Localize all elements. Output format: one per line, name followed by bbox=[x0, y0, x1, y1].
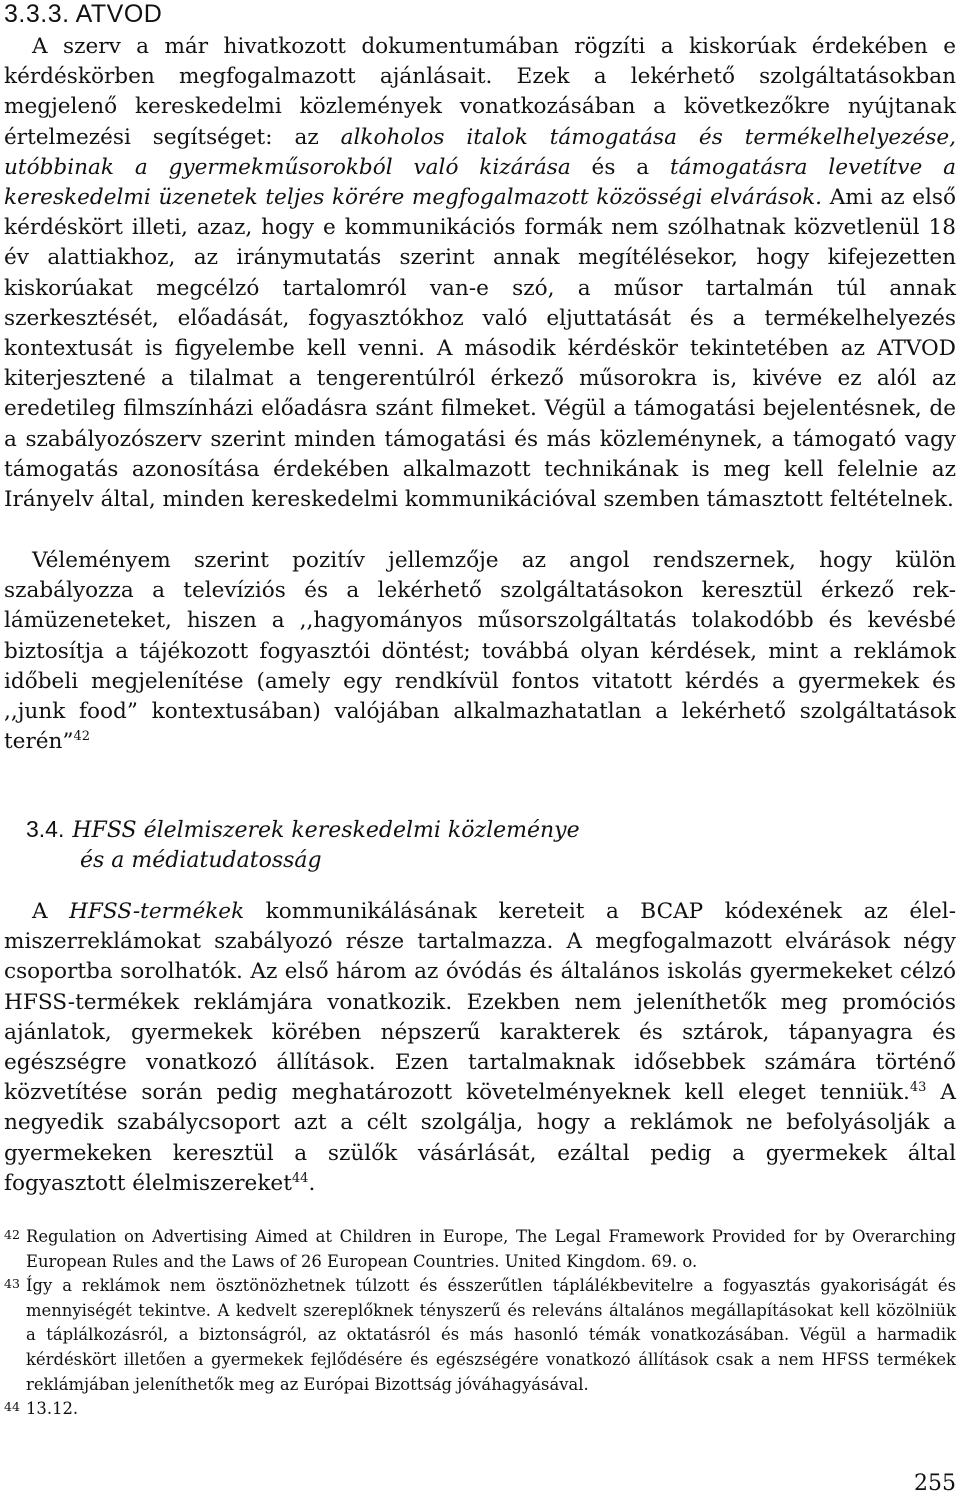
text-run: A bbox=[32, 899, 70, 924]
section-heading-3-3-3 bbox=[4, 0, 162, 28]
section-number: 3.4. bbox=[26, 816, 65, 842]
footnote-42 bbox=[4, 1225, 956, 1274]
italic-run: támogatásra levetítve a kereskedelmi üzenetek teljes körére megfogalmazott közösségi elvárások. bbox=[4, 154, 957, 211]
footnote-text: 13.12. bbox=[26, 1399, 79, 1419]
footnote-44 bbox=[4, 1397, 956, 1422]
footnote-ref-44[interactable]: 44 bbox=[291, 1170, 309, 1186]
paragraph-opinion bbox=[4, 546, 956, 757]
section-number: 3.3.3. bbox=[4, 0, 70, 28]
italic-run: HFSS-termékek bbox=[69, 899, 245, 924]
footnote-43 bbox=[4, 1274, 956, 1397]
footnote-text: Regulation on Advertising Aimed at Children in Europe, The Legal Framework Provided for by Overarching European Rules and the Laws of 26 European Countries. United Kingdom. 69. o. bbox=[26, 1227, 956, 1271]
text-run: Ami az első kérdéskört illeti, azaz, hogy e kommunikációs formák nem szólhatnak közvetlenül 18 év alattiakhoz, az iránymutatás szerint annak megítélésekor, hogy kifejezetten kiskorúakat megcélzó tartalomról van-e szó, a műsor tartalmán túl annak szerkesztését, előadását, fogyasztókhoz való eljuttatását és a termékelhelyezés kontextusát is figyelembe kell venni. A második kérdéskör tekintetében az ATVOD kiterjesztené a tilalmat a tengerentúlról érkező műsorokra is, kivéve ez alól az eredetileg filmszínházi előadásra szánt filmeket. Végül a támogatási bejelentésnek, de a szabályozószerv szerint minden támogatási és más közleménynek, a támogató vagy támogatás azonosítása érdekében alkalmazott technikának is meg kell felelnie az Irányelv által, minden kereskedelmi kommunikációval szemben támasztott feltételnek. bbox=[4, 185, 956, 513]
section-heading-3-4 bbox=[26, 814, 580, 876]
footnote-ref-42[interactable]: 42 bbox=[73, 729, 91, 745]
footnote-number: 44 bbox=[4, 1399, 20, 1415]
footnote-ref-43[interactable]: 43 bbox=[909, 1080, 927, 1096]
footnote-number: 43 bbox=[4, 1276, 20, 1292]
section-title-line2: és a médiatudatosság bbox=[80, 848, 322, 873]
italic-run: alkoholos italok támogatása és termékelhelyezése, utóbbinak a gyermekműsorokból való kizárása bbox=[4, 124, 956, 180]
footnotes bbox=[4, 1225, 956, 1422]
text-run: és a bbox=[570, 154, 670, 180]
text-run: . bbox=[308, 1170, 316, 1196]
page-number: 255 bbox=[914, 1471, 956, 1496]
paragraph-atvod bbox=[4, 32, 956, 515]
text-run: A szerv a már hivatkozott dokumentumában rögzíti a kiskorúak érdekében e kérdéskörben megfogalmazott ajánlásait. Ezek a lekérhető szolgáltatásokban megjelenő kereskedelmi közlemények vonatkozásában a következőkre nyújtanak értelmezési segítséget: az bbox=[4, 34, 956, 150]
footnote-text: Így a reklámok nem ösztönözhetnek túlzott és ésszerűtlen táplálékbevitelre a fogyasztás gyakoriságát és mennyiségét tekintve. A kedvelt szereplőknek tényszerű és releváns általános megállapításokat kell közölniük a táplálkozásról, a biztonságról, az oktatásról és más hasonló témák vonatkozásában. Végül a harmadik kérdéskört illetően a gyermekek fejlődésére és egészségére vonatkozó állítások csak a nem HFSS termékek reklámjában jeleníthetők meg az Európai Bizottság jóváhagyásával. bbox=[26, 1276, 956, 1394]
section-title-line1: HFSS élelmiszerek kereskedelmi közleménye bbox=[72, 818, 580, 843]
text-run: A negyedik szabálycsoport azt a célt szolgálja, hogy a reklámok ne befolyásolják a gyermekeken keresztül a szülők vásárlását, ezáltal pedig a gyermekek által fogyasztott élelmiszereket bbox=[4, 1080, 956, 1196]
paragraph-hfss bbox=[4, 897, 956, 1199]
footnote-number: 42 bbox=[4, 1227, 20, 1242]
text-run: Véleményem szerint pozitív jellemzője az angol rendszernek, hogy külön szabályozza a televíziós és a lekérhető szolgáltatásokon keresztül érkező reklámüzeneteket, hiszen a ,,hagyományos műsorszolgáltatás tolakodóbb és kevésbé biztosítja a tájékozott fogyasztói döntést; továbbá olyan kérdések, mint a reklámok időbeli megjelenítése (amely egy rendkívül fontos vitatott kérdés a gyermekek és ,,junk food” kontextusában) valójában alkalmazhatatlan a lekérhető szolgáltatások terén” bbox=[4, 548, 956, 755]
text-run: kommunikálásának kereteit a BCAP kódexének az élelmiszerreklámokat szabályozó része tartalmazza. A megfogalmazott elvárások négy csoportba sorolhatók. Az első három az óvódás és általános iskolás gyermekeket célzó HFSS-termékek reklámjára vonatkozik. Ezekben nem jeleníthetők meg promóciós ajánlatok, gyermekek körében népszerű karakterek és sztárok, tápanyagra és egészségre vonatkozó állítások. Ezen tartalmaknak idősebbek számára történő közvetítése során pedig meghatározott követelményeknek kell eleget tenniük. bbox=[4, 899, 956, 1106]
section-title: ATVOD bbox=[75, 0, 163, 28]
